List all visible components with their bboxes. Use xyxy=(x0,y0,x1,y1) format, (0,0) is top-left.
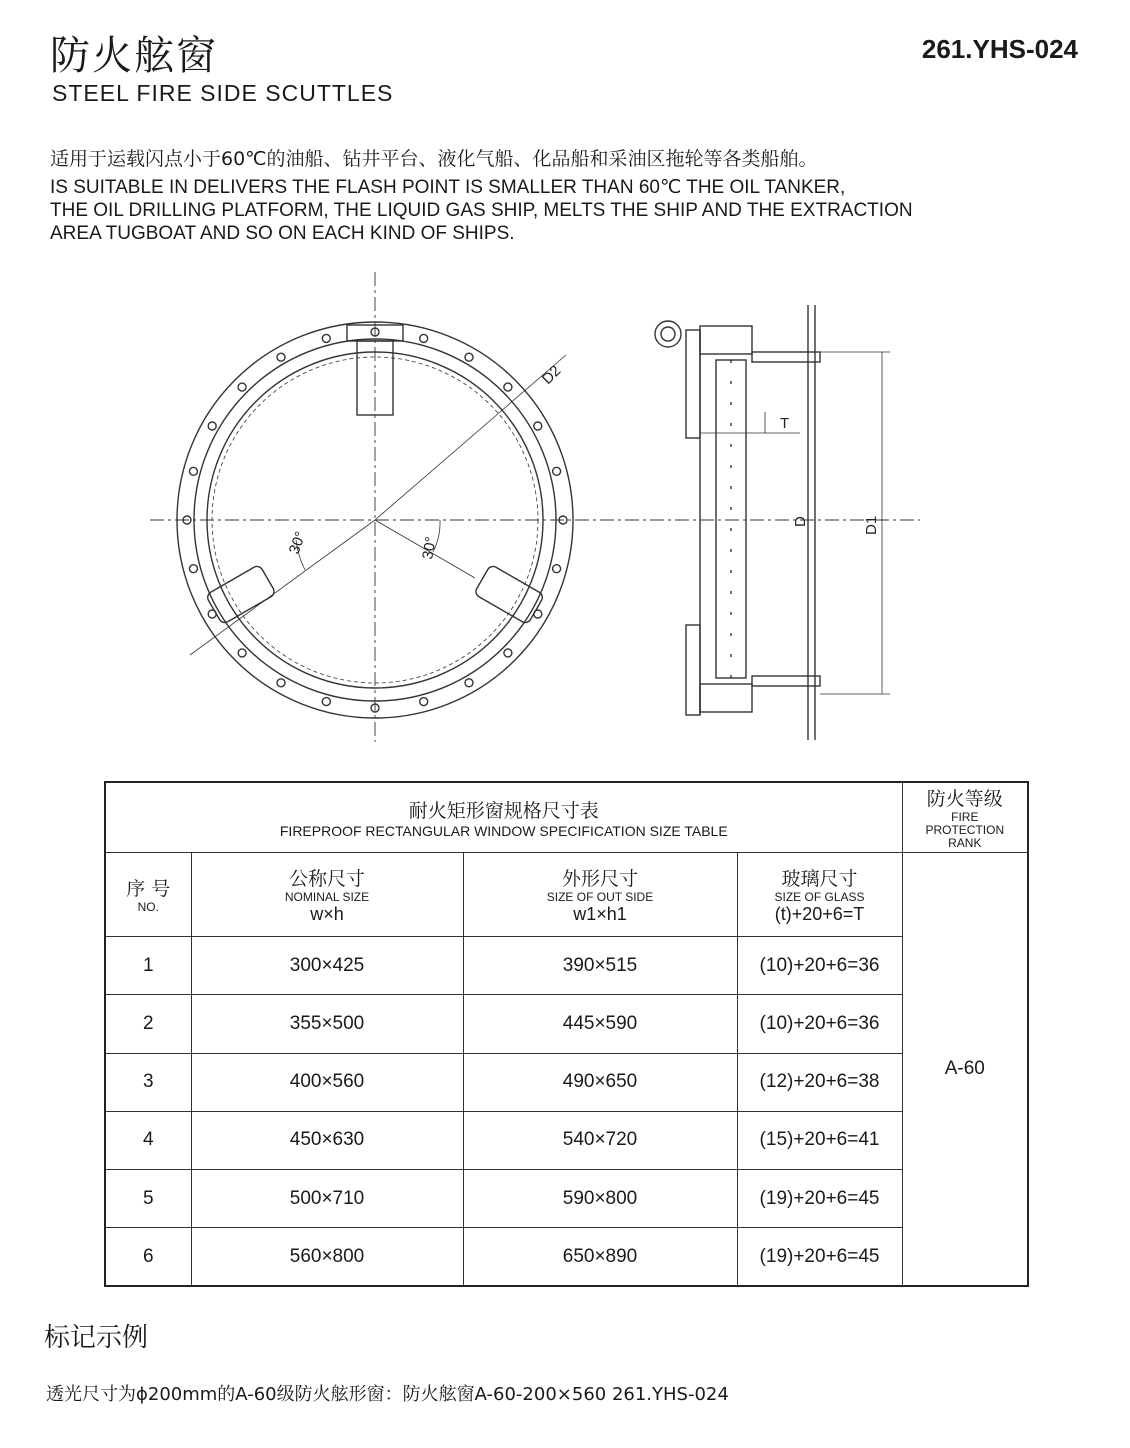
bolt-hole xyxy=(238,649,246,657)
bolt-hole xyxy=(504,383,512,391)
row-outside: 490×650 xyxy=(463,1053,737,1111)
column-header-en: SIZE OF GLASS xyxy=(774,889,865,904)
bolt-hole xyxy=(238,383,246,391)
row-nominal: 400×560 xyxy=(191,1053,463,1111)
column-header-cn: 序 号 xyxy=(126,878,171,901)
row-glass: (19)+20+6=45 xyxy=(737,1228,902,1286)
label-angle-right: 30° xyxy=(419,535,440,561)
bolt-hole xyxy=(208,422,216,430)
column-header-en: SIZE OF OUT SIDE xyxy=(546,889,654,904)
upper-flange xyxy=(752,352,820,362)
column-header xyxy=(105,852,191,936)
rank-header-en: FIRE xyxy=(951,810,979,825)
column-header-symbol: w1×h1 xyxy=(573,903,627,924)
row-no: 1 xyxy=(105,937,191,995)
bolt-hole xyxy=(277,679,285,687)
label-d2: D2 xyxy=(538,362,565,388)
column-header xyxy=(737,852,902,936)
upper-frame-plate xyxy=(686,330,700,438)
row-no: 6 xyxy=(105,1228,191,1286)
row-outside: 590×800 xyxy=(463,1169,737,1227)
bolt-hole xyxy=(277,353,285,361)
row-nominal: 300×425 xyxy=(191,937,463,995)
marking-example-text: 透光尺寸为ϕ200mm的A-60级防火舷形窗：防火舷窗A-60-200×560 261.YHS-024 xyxy=(46,1384,729,1405)
column-header-cn: 玻璃尺寸 xyxy=(781,867,858,890)
column-header-en: NO. xyxy=(137,900,159,915)
rank-value-cell: A-60 xyxy=(902,852,1028,1286)
description-en-line: AREA TUGBOAT AND SO ON EACH KIND OF SHIPS. xyxy=(50,223,515,244)
row-outside: 445×590 xyxy=(463,995,737,1053)
row-nominal: 500×710 xyxy=(191,1169,463,1227)
table-row xyxy=(105,937,1028,995)
column-header xyxy=(191,852,463,936)
row-glass: (10)+20+6=36 xyxy=(737,937,902,995)
column-header-en: NOMINAL SIZE xyxy=(284,889,370,904)
label-angle-left: 30° xyxy=(285,529,310,557)
bolt-hole xyxy=(465,353,473,361)
row-nominal: 560×800 xyxy=(191,1228,463,1286)
table-title-cell xyxy=(105,782,902,852)
rank-header-en: RANK xyxy=(948,836,982,851)
marking-example-title: 标记示例 xyxy=(44,1323,149,1353)
lower-clamp-block xyxy=(700,684,752,712)
column-header-cn: 外形尺寸 xyxy=(561,867,638,890)
bolt-hole xyxy=(504,649,512,657)
row-nominal: 355×500 xyxy=(191,995,463,1053)
table-title-en: FIREPROOF RECTANGULAR WINDOW SPECIFICATION SIZE TABLE xyxy=(279,822,728,839)
rank-header-cell xyxy=(902,782,1028,852)
table-row xyxy=(105,1053,1028,1111)
bolt-hole xyxy=(322,334,330,342)
document-code: 261.YHS-024 xyxy=(921,34,1078,64)
row-no: 5 xyxy=(105,1169,191,1227)
column-header-symbol: w×h xyxy=(310,903,344,924)
row-glass: (19)+20+6=45 xyxy=(737,1169,902,1227)
bolt-hole xyxy=(322,698,330,706)
row-glass: (12)+20+6=38 xyxy=(737,1053,902,1111)
technical-drawing xyxy=(0,260,1130,750)
column-header xyxy=(463,852,737,936)
bolt-hole xyxy=(189,565,197,573)
eye-bolt-inner xyxy=(661,327,675,341)
table-row xyxy=(105,1228,1028,1286)
spec-table xyxy=(104,781,1029,1287)
row-outside: 390×515 xyxy=(463,937,737,995)
row-no: 2 xyxy=(105,995,191,1053)
row-no: 4 xyxy=(105,1111,191,1169)
row-no: 3 xyxy=(105,1053,191,1111)
table-row xyxy=(105,1169,1028,1227)
bolt-hole xyxy=(553,467,561,475)
side-section-view xyxy=(655,305,890,740)
bolt-hole xyxy=(420,698,428,706)
rank-header-cn: 防火等级 xyxy=(926,788,1003,811)
table-title-cn: 耐火矩形窗规格尺寸表 xyxy=(408,799,599,822)
row-outside: 650×890 xyxy=(463,1228,737,1286)
upper-clamp-block xyxy=(700,326,752,354)
lower-frame-plate xyxy=(686,625,700,715)
bolt-hole xyxy=(465,679,473,687)
rank-header-en: PROTECTION xyxy=(925,823,1005,838)
row-glass: (15)+20+6=41 xyxy=(737,1111,902,1169)
d2-leader xyxy=(375,355,566,520)
table-row xyxy=(105,1111,1028,1169)
label-d1: D1 xyxy=(863,515,880,535)
bolt-hole xyxy=(534,422,542,430)
label-d: D xyxy=(792,516,809,527)
column-header-symbol: (t)+20+6=T xyxy=(774,903,865,924)
row-nominal: 450×630 xyxy=(191,1111,463,1169)
row-outside: 540×720 xyxy=(463,1111,737,1169)
column-header-cn: 公称尺寸 xyxy=(288,867,365,890)
table-row xyxy=(105,995,1028,1053)
front-view xyxy=(150,272,920,742)
bolt-hole xyxy=(420,334,428,342)
description-en-line: THE OIL DRILLING PLATFORM, THE LIQUID GAS SHIP, MELTS THE SHIP AND THE EXTRACTION xyxy=(50,200,913,221)
glass-pane xyxy=(716,360,746,678)
description-en-line: IS SUITABLE IN DELIVERS THE FLASH POINT IS SMALLER THAN 60℃ THE OIL TANKER, xyxy=(50,177,846,198)
row-glass: (10)+20+6=36 xyxy=(737,995,902,1053)
lower-flange xyxy=(752,676,820,686)
bolt-hole xyxy=(189,467,197,475)
page-title: 防火舷窗 xyxy=(50,33,218,79)
bolt-hole xyxy=(553,565,561,573)
eye-bolt xyxy=(655,321,681,347)
page-subtitle: STEEL FIRE SIDE SCUTTLES xyxy=(52,80,394,106)
label-t: T xyxy=(780,415,790,432)
description-cn: 适用于运载闪点小于60℃的油船、钻井平台、液化气船、化品船和采油区拖轮等各类船舶。 xyxy=(50,148,818,170)
